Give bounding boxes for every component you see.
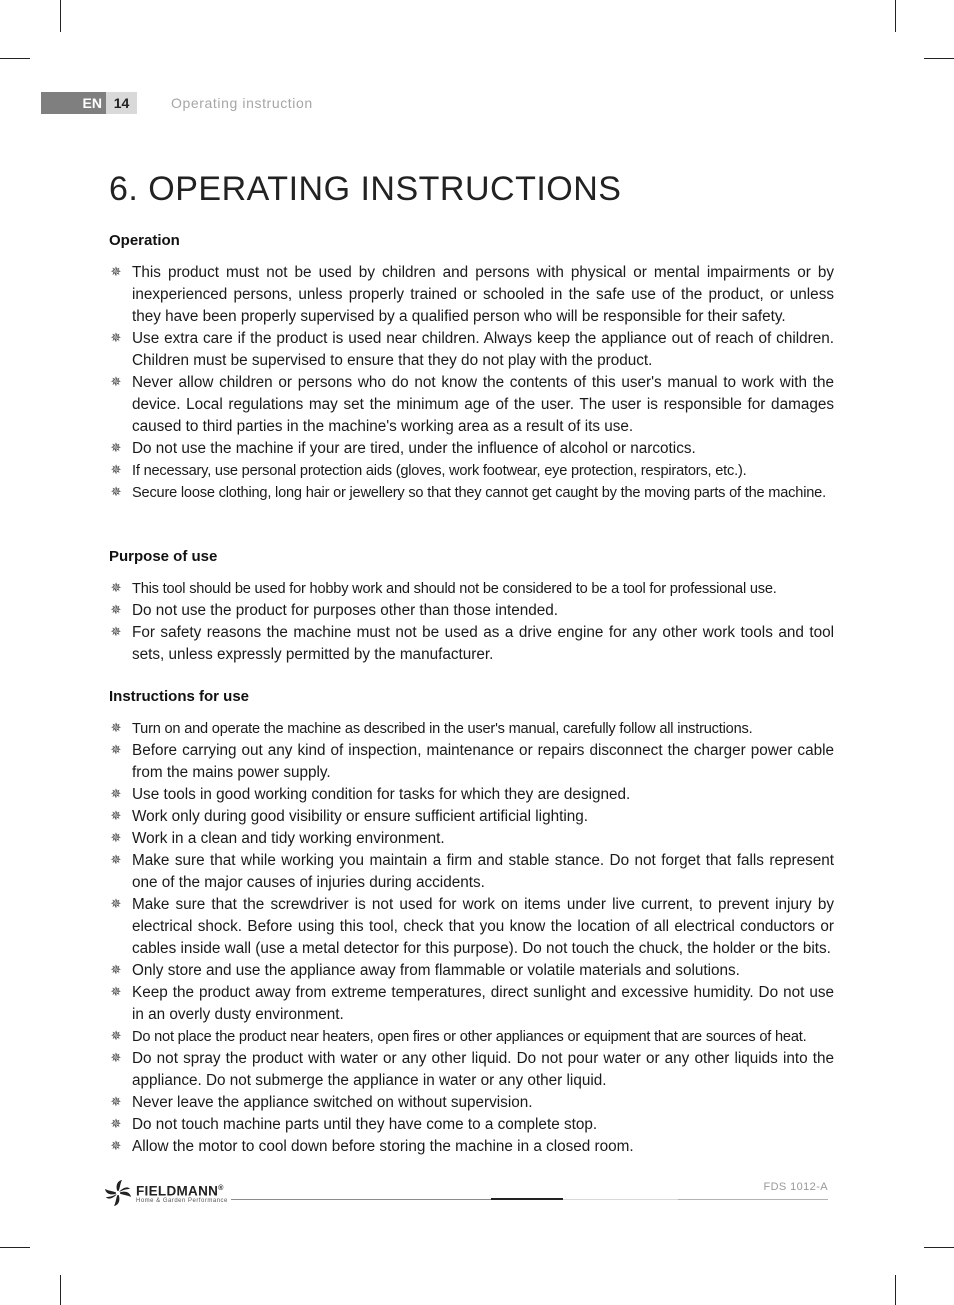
- gear-bullet-icon: ✵: [110, 852, 122, 867]
- list-item-text: This product must not be used by children and persons with physical or mental impairments or by inexperienced persons, unless properly trained or schooled in the safe use of the product, or unless they have been properly supervised by a qualified person who will be responsible for their safety.: [132, 264, 834, 325]
- page-footer: [103, 1178, 828, 1208]
- gear-bullet-icon: ✵: [110, 808, 122, 823]
- list-item: [109, 784, 834, 806]
- list-item: [109, 982, 834, 1026]
- list-item-text: Use extra care if the product is used near children. Always keep the appliance out of reach of children. Children must be supervised to ensure that they do not play with the product.: [132, 330, 834, 369]
- page-title: 6. OPERATING INSTRUCTIONS: [109, 170, 622, 208]
- fieldmann-fan-logo-icon: [103, 1178, 133, 1208]
- bullet-list: [109, 718, 834, 1158]
- list-item-text: Only store and use the appliance away from flammable or volatile materials and solutions.: [132, 962, 740, 979]
- crop-mark: [60, 1275, 61, 1305]
- crop-mark: [60, 0, 61, 32]
- list-item: [109, 1136, 834, 1158]
- list-item-text: Do not touch machine parts until they have come to a complete stop.: [132, 1116, 598, 1133]
- list-item: [109, 438, 834, 460]
- gear-bullet-icon: ✵: [110, 462, 122, 477]
- gear-bullet-icon: ✵: [110, 1028, 122, 1043]
- list-item-text: Work only during good visibility or ensure sufficient artificial lighting.: [132, 808, 589, 825]
- list-item: [109, 1048, 834, 1092]
- gear-bullet-icon: ✵: [110, 720, 122, 735]
- footer-rule: [563, 1199, 678, 1200]
- section-operation: [109, 230, 834, 504]
- section-instructions-for-use: [109, 686, 834, 1158]
- list-item-text: Do not use the machine if your are tired, under the influence of alcohol or narcotics.: [132, 440, 696, 457]
- crop-mark: [895, 0, 896, 32]
- list-item: [109, 578, 834, 600]
- list-item-text: Do not use the product for purposes other than those intended.: [132, 602, 559, 619]
- list-item: [109, 600, 834, 622]
- list-item: [109, 960, 834, 982]
- gear-bullet-icon: ✵: [110, 786, 122, 801]
- crop-mark: [0, 1247, 30, 1248]
- list-item: [109, 262, 834, 328]
- list-item-text: Secure loose clothing, long hair or jewellery so that they cannot get caught by the moving parts of the machine.: [132, 485, 826, 501]
- crop-mark: [924, 58, 954, 59]
- section-heading: Purpose of use: [109, 548, 218, 565]
- list-item: [109, 622, 834, 666]
- list-item: [109, 328, 834, 372]
- gear-bullet-icon: ✵: [110, 440, 122, 455]
- list-item: [109, 718, 834, 740]
- footer-rule: [678, 1199, 828, 1200]
- gear-bullet-icon: ✵: [110, 484, 122, 499]
- list-item: [109, 372, 834, 438]
- list-item: [109, 850, 834, 894]
- section-heading: Operation: [109, 232, 180, 249]
- list-item-text: Make sure that the screwdriver is not used for work on items under live current, to prevent injury by electrical shock. Before using this tool, check that you know the location of all electrical conductors or cables inside wall (use a metal detector for this purpose). Do not touch the chuck, the holder or the bits.: [132, 896, 834, 957]
- list-item-text: Turn on and operate the machine as described in the user's manual, carefully follow all instructions.: [132, 721, 753, 737]
- brand-tagline: Home & Garden Performance: [136, 1197, 228, 1204]
- list-item-text: Use tools in good working condition for tasks for which they are designed.: [132, 786, 631, 803]
- gear-bullet-icon: ✵: [110, 330, 122, 345]
- bullet-list: [109, 262, 834, 504]
- list-item: [109, 1026, 834, 1048]
- crop-mark: [895, 1275, 896, 1305]
- footer-rule: [231, 1199, 491, 1200]
- crop-mark: [924, 1247, 954, 1248]
- bullet-list: [109, 578, 834, 666]
- page-header: [41, 92, 313, 114]
- section-purpose-of-use: [109, 546, 834, 666]
- running-title: Operating instruction: [171, 95, 313, 111]
- gear-bullet-icon: ✵: [110, 264, 122, 279]
- gear-bullet-icon: ✵: [110, 580, 122, 595]
- list-item-text: Allow the motor to cool down before storing the machine in a closed room.: [132, 1138, 634, 1155]
- list-item: [109, 1114, 834, 1136]
- list-item-text: Work in a clean and tidy working environment.: [132, 830, 445, 847]
- list-item-text: Never allow children or persons who do not know the contents of this user's manual to work with the device. Local regulations may set the minimum age of the user. The user is responsible for damages caused to third parties in the machine's working area as a result of its use.: [132, 374, 834, 435]
- language-tab: EN: [41, 92, 106, 114]
- list-item-text: Do not spray the product with water or any other liquid. Do not pour water or any other liquids into the appliance. Do not submerge the appliance in water or any other liquid.: [132, 1050, 834, 1089]
- gear-bullet-icon: ✵: [110, 374, 122, 389]
- list-item-text: Make sure that while working you maintain a firm and stable stance. Do not forget that falls represent one of the major causes of injuries during accidents.: [132, 852, 834, 891]
- list-item-text: This tool should be used for hobby work and should not be considered to be a tool for professional use.: [132, 581, 777, 597]
- list-item: [109, 828, 834, 850]
- gear-bullet-icon: ✵: [110, 624, 122, 639]
- list-item: [109, 1092, 834, 1114]
- section-heading: Instructions for use: [109, 688, 250, 705]
- list-item-text: Before carrying out any kind of inspection, maintenance or repairs disconnect the charger power cable from the mains power supply.: [132, 742, 834, 781]
- gear-bullet-icon: ✵: [110, 962, 122, 977]
- list-item-text: Keep the product away from extreme temperatures, direct sunlight and excessive humidity. Do not use in an overly dusty environment.: [132, 984, 834, 1023]
- gear-bullet-icon: ✵: [110, 1050, 122, 1065]
- list-item: [109, 740, 834, 784]
- gear-bullet-icon: ✵: [110, 1138, 122, 1153]
- gear-bullet-icon: ✵: [110, 830, 122, 845]
- list-item: [109, 482, 834, 504]
- list-item-text: Never leave the appliance switched on without supervision.: [132, 1094, 533, 1111]
- list-item-text: For safety reasons the machine must not be used as a drive engine for any other work tools and tool sets, unless expressly permitted by the manufacturer.: [132, 624, 834, 663]
- model-number: FDS 1012-A: [763, 1181, 828, 1193]
- gear-bullet-icon: ✵: [110, 1094, 122, 1109]
- crop-mark: [0, 58, 30, 59]
- gear-bullet-icon: ✵: [110, 742, 122, 757]
- list-item: [109, 894, 834, 960]
- list-item: [109, 806, 834, 828]
- list-item: [109, 460, 834, 482]
- brand-logo: [103, 1178, 228, 1208]
- gear-bullet-icon: ✵: [110, 984, 122, 999]
- list-item-text: If necessary, use personal protection aids (gloves, work footwear, eye protection, respirators, etc.).: [132, 463, 747, 479]
- footer-rule: [491, 1198, 563, 1200]
- page-number: 14: [106, 92, 137, 114]
- gear-bullet-icon: ✵: [110, 602, 122, 617]
- list-item-text: Do not place the product near heaters, open fires or other appliances or equipment that are sources of heat.: [132, 1029, 807, 1045]
- gear-bullet-icon: ✵: [110, 896, 122, 911]
- gear-bullet-icon: ✵: [110, 1116, 122, 1131]
- brand-name: FIELDMANN®: [136, 1183, 224, 1199]
